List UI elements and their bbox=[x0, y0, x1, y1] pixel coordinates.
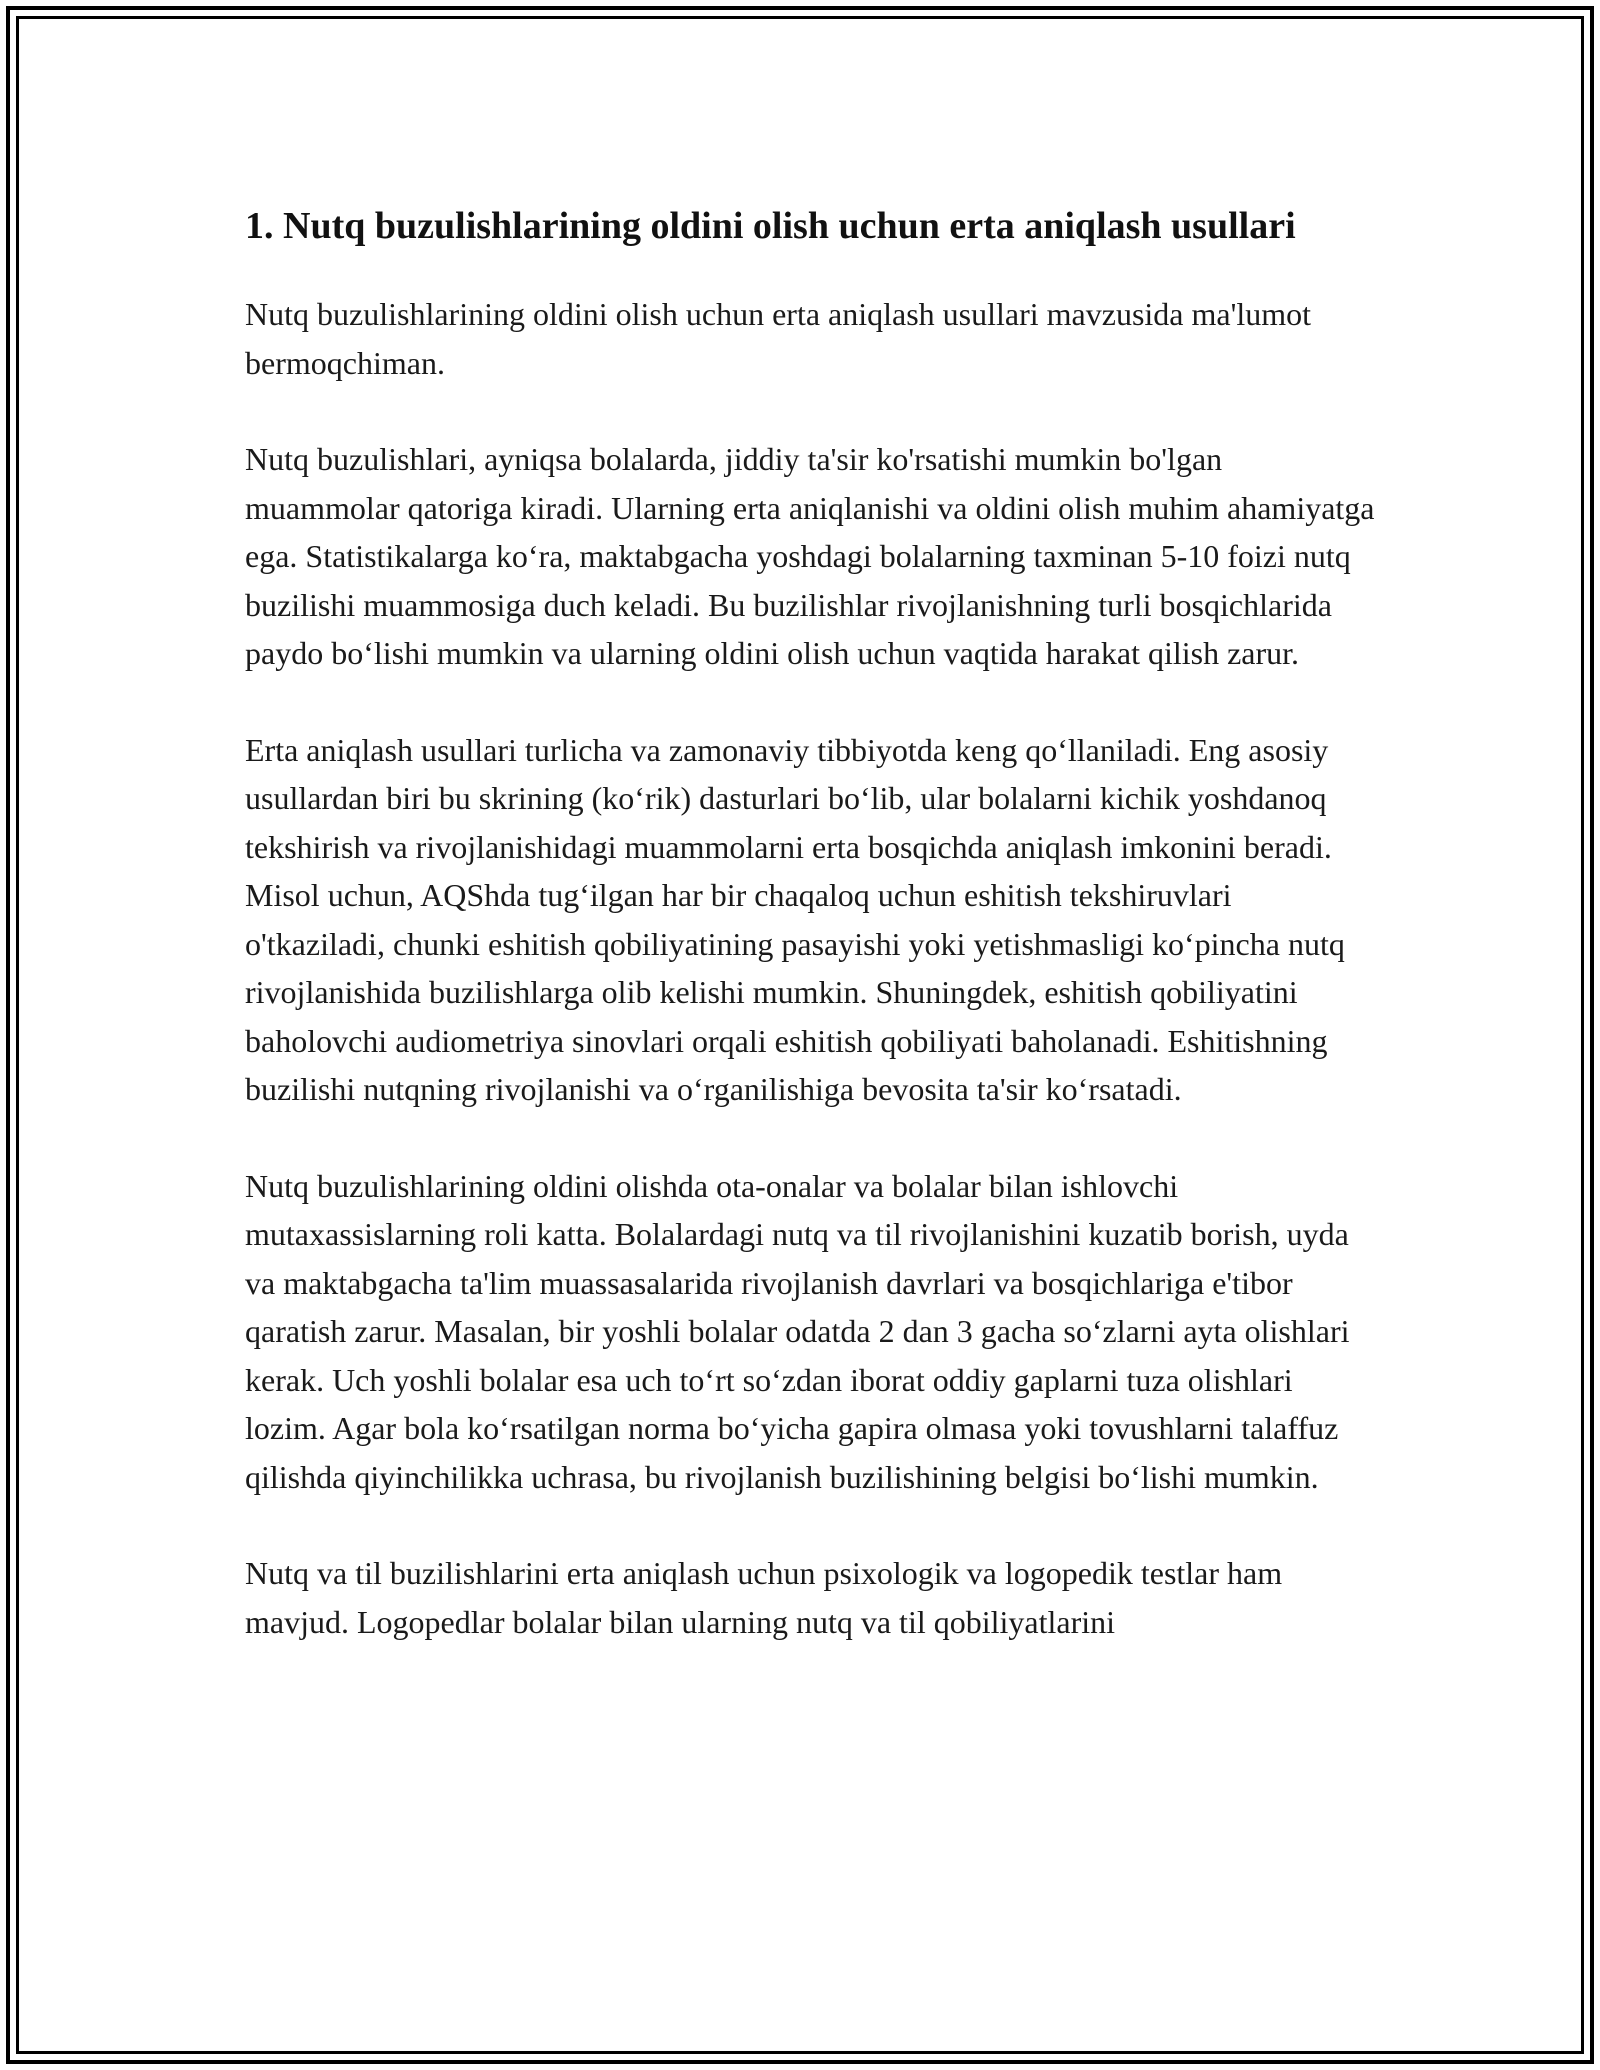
paragraph-statistics: Nutq buzulishlari, ayniqsa bolalarda, jiddiy ta'sir ko'rsatishi mumkin bo'lgan muammolar qatoriga kiradi. Ularning erta aniqlanishi va oldini olish muhim ahamiyatga ega. Statistikalarga ko‘ra, maktabgacha yoshdagi bolalarning taxminan 5-10 foizi nutq buzilishi muammosiga duch keladi. Bu buzilishlar rivojlanishning turli bosqichlarida paydo bo‘lishi mumkin va ularning oldini olish uchun vaqtida harakat qilish zarur. bbox=[245, 441, 1375, 671]
document-page-frame bbox=[6, 6, 1594, 2064]
paragraph-parents-role: Nutq buzulishlarining oldini olishda ota-onalar va bolalar bilan ishlovchi mutaxassislarning roli katta. Bolalardagi nutq va til rivojlanishini kuzatib borish, uyda va maktabgacha ta'lim muassasalarida rivojlanish davrlari va bosqichlariga e'tibor qaratish zarur. Masalan, bir yoshli bolalar odatda 2 dan 3 gacha so‘zlarni ayta olishlari kerak. Uch yoshli bolalar esa uch to‘rt so‘zdan iborat oddiy gaplarni tuza olishlari lozim. Agar bola ko‘rsatilgan norma bo‘yicha gapira olmasa yoki tovushlarni talaffuz qilishda qiyinchilikka uchrasa, bu rivojlanish buzilishining belgisi bo‘lishi mumkin. bbox=[245, 1167, 1350, 1495]
document-body bbox=[245, 198, 1375, 1694]
paragraph-intro: Nutq buzulishlarining oldini olish uchun erta aniqlash usullari mavzusida ma'lumot bermoqchiman. bbox=[245, 296, 1312, 381]
section-heading: 1. Nutq buzulishlarining oldini olish uchun erta aniqlash usullari bbox=[245, 205, 1296, 247]
paragraph-tests: Nutq va til buzilishlarini erta aniqlash uchun psixologik va logopedik testlar ham mavjud. Logopedlar bolalar bilan ularning nutq va til qobiliyatlarini bbox=[245, 1555, 1283, 1640]
paragraph-early-detection: Erta aniqlash usullari turlicha va zamonaviy tibbiyotda keng qo‘llaniladi. Eng asosiy usullardan biri bu skrining (ko‘rik) dasturlari bo‘lib, ular bolalarni kichik yoshdanoq tekshirish va rivojlanishidagi muammolarni erta bosqichda aniqlash imkonini beradi. Misol uchun, AQShda tug‘ilgan har bir chaqaloq uchun eshitish tekshiruvlari o'tkaziladi, chunki eshitish qobiliyatining pasayishi yoki yetishmasligi ko‘pincha nutq rivojlanishida buzilishlarga olib kelishi mumkin. Shuningdek, eshitish qobiliyatini baholovchi audiometriya sinovlari orqali eshitish qobiliyati baholanadi. Eshitishning buzilishi nutqning rivojlanishi va o‘rganilishiga bevosita ta'sir ko‘rsatadi. bbox=[245, 731, 1345, 1107]
